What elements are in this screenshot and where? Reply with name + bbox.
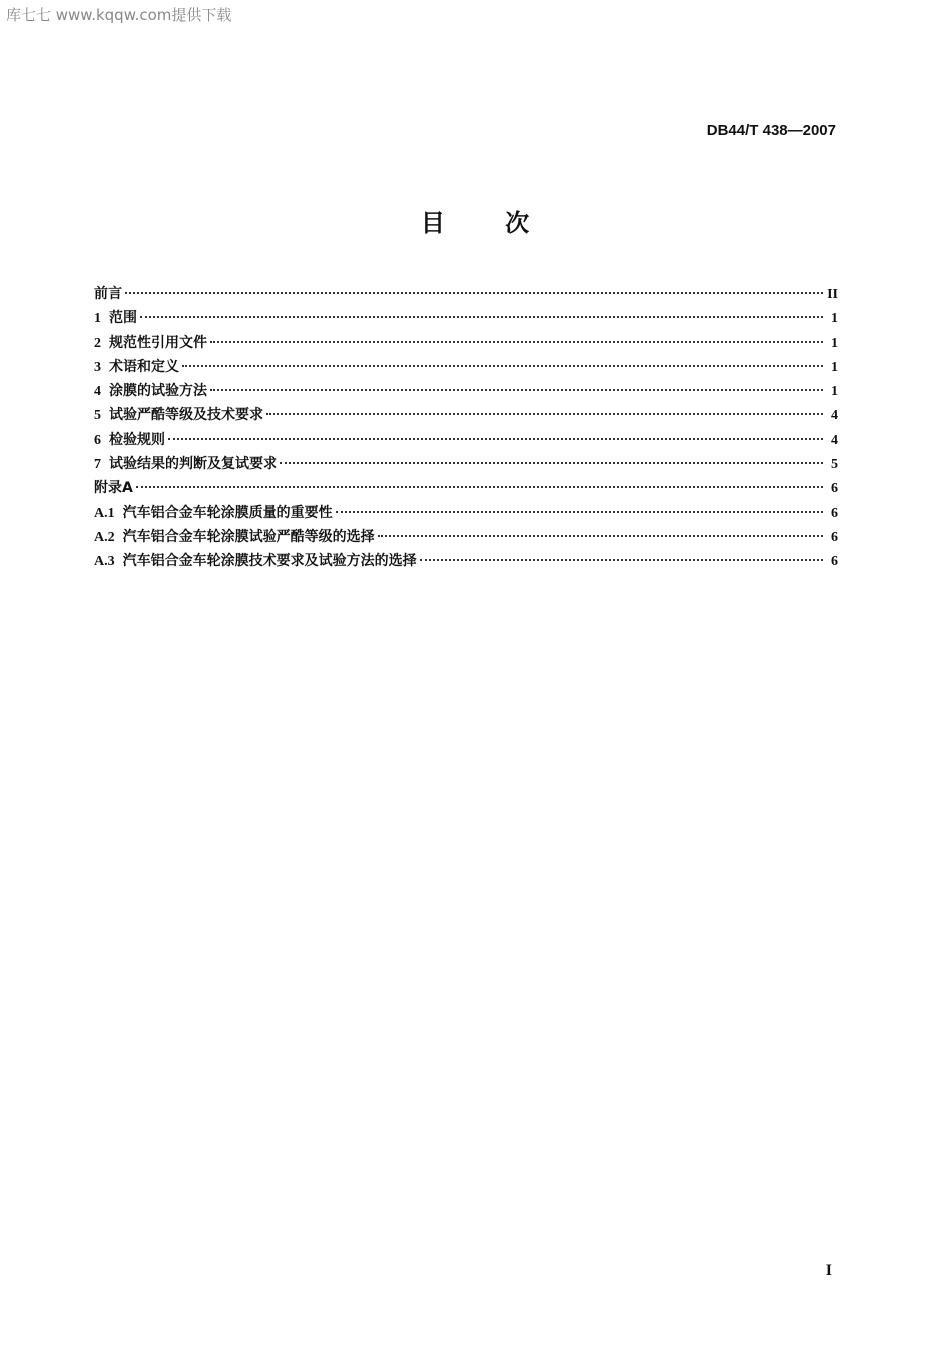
toc-item-a2[interactable] [94, 526, 838, 550]
toc-number: 2 [94, 335, 101, 351]
toc-leader [125, 292, 823, 294]
toc-page: 6 [831, 554, 838, 570]
toc-page: 6 [831, 529, 838, 545]
page-title [0, 203, 950, 238]
toc-item-3[interactable] [94, 356, 838, 380]
watermark-text: 库七七 www.kqqw.com提供下载 [6, 6, 232, 24]
page-number: I [825, 1262, 832, 1279]
toc-number: 5 [94, 408, 101, 424]
toc-number: 7 [94, 457, 101, 473]
toc-number: 1 [94, 311, 101, 327]
toc-label: 附录A [94, 480, 133, 497]
toc-item-foreword[interactable] [94, 283, 838, 307]
toc-label: 检验规则 [109, 431, 165, 448]
toc-number: A.2 [94, 529, 115, 545]
toc-item-a3[interactable] [94, 550, 838, 574]
toc-leader [136, 486, 823, 488]
toc-number: A.3 [94, 554, 115, 570]
toc-page: 1 [831, 311, 838, 327]
toc-label: 范围 [109, 310, 137, 327]
toc-page: II [827, 287, 838, 302]
document-number: DB44/T 438—2007 [706, 122, 836, 139]
toc-label: 涂膜的试验方法 [109, 383, 207, 400]
toc-item-7[interactable] [94, 453, 838, 477]
toc-number: 3 [94, 359, 101, 375]
title-char-1: 目 [420, 209, 445, 237]
toc-leader [210, 341, 823, 343]
toc-page: 6 [831, 481, 838, 497]
toc-leader [266, 413, 823, 415]
toc-label: 汽车铝合金车轮涂膜质量的重要性 [122, 504, 333, 521]
toc-leader [182, 365, 823, 367]
toc-item-2[interactable] [94, 332, 838, 356]
toc-page: 4 [831, 432, 838, 448]
toc-item-a1[interactable] [94, 502, 838, 526]
toc-leader [336, 511, 823, 513]
toc-leader [140, 316, 823, 318]
toc-number: 4 [94, 384, 101, 400]
toc-item-appendix-a[interactable] [94, 477, 838, 501]
toc-label: 试验严酷等级及技术要求 [109, 407, 263, 424]
toc-page: 1 [831, 359, 838, 375]
toc-item-5[interactable] [94, 404, 838, 428]
toc-leader [420, 559, 823, 561]
toc-leader [210, 389, 823, 391]
toc-label: 汽车铝合金车轮涂膜技术要求及试验方法的选择 [122, 553, 417, 570]
toc-item-4[interactable] [94, 380, 838, 404]
toc-leader [168, 438, 823, 440]
toc-page: 5 [831, 457, 838, 473]
toc-item-1[interactable] [94, 307, 838, 331]
toc-page: 4 [831, 408, 838, 424]
toc-page: 6 [831, 505, 838, 521]
toc-label: 前言 [94, 286, 122, 302]
toc-label: 试验结果的判断及复试要求 [109, 456, 277, 473]
toc-number: A.1 [94, 505, 115, 521]
toc-label: 汽车铝合金车轮涂膜试验严酷等级的选择 [122, 528, 375, 545]
toc-label: 规范性引用文件 [109, 334, 207, 351]
toc-item-6[interactable] [94, 429, 838, 453]
title-char-2: 次 [505, 209, 530, 237]
toc-label: 术语和定义 [109, 358, 179, 375]
toc-page: 1 [831, 335, 838, 351]
toc-page: 1 [831, 384, 838, 400]
toc-leader [378, 535, 823, 537]
toc-leader [280, 462, 823, 464]
toc-number: 6 [94, 432, 101, 448]
table-of-contents [94, 283, 838, 575]
